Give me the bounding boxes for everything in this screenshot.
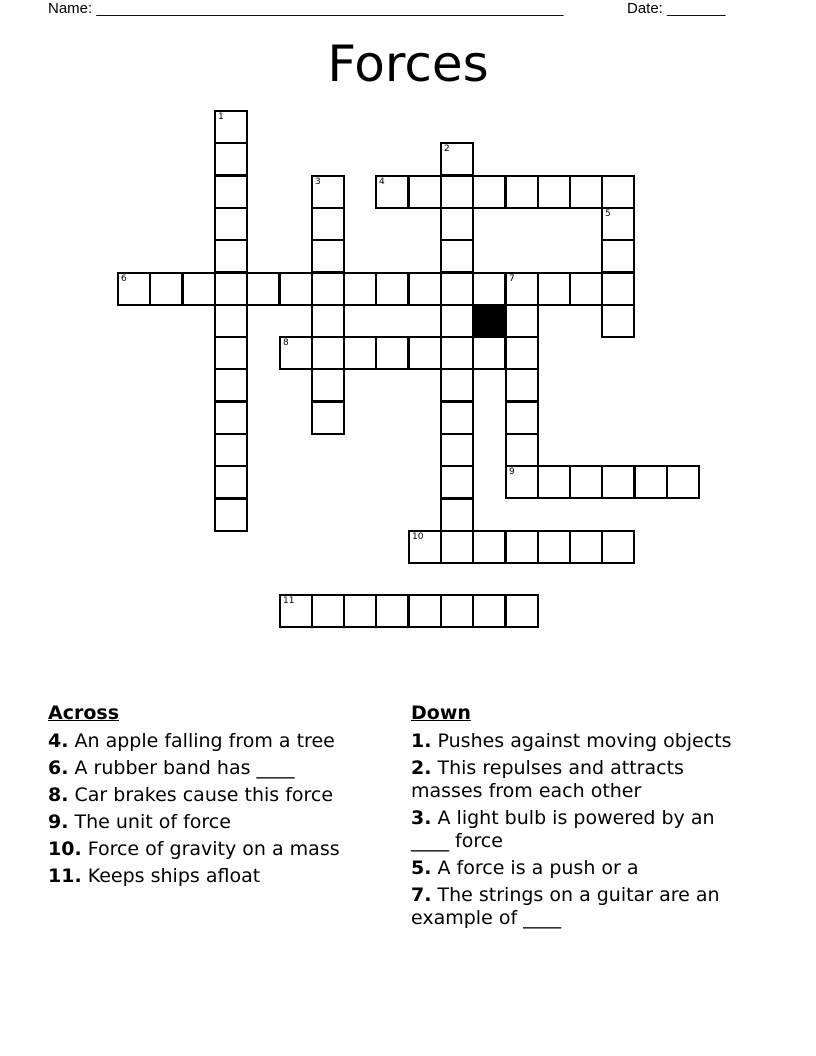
- grid-cell[interactable]: [440, 336, 474, 370]
- across-clue-list: [48, 730, 388, 888]
- clue-number-label: 4.: [48, 730, 69, 752]
- clue-number-label: 10.: [48, 838, 82, 860]
- grid-cell[interactable]: [472, 594, 506, 628]
- down-clue: [411, 757, 741, 803]
- across-clue: [48, 757, 388, 780]
- grid-cell[interactable]: [343, 594, 377, 628]
- grid-cell[interactable]: [311, 368, 345, 402]
- grid-cell[interactable]: [505, 304, 539, 338]
- down-clue: [411, 857, 741, 880]
- clue-number-label: 3.: [411, 807, 432, 829]
- clue-number: 7: [509, 274, 515, 284]
- clue-number-label: 5.: [411, 857, 432, 879]
- across-clue: [48, 730, 388, 753]
- grid-cell[interactable]: [440, 368, 474, 402]
- grid-cell[interactable]: [214, 336, 248, 370]
- crossword-grid: [117, 110, 699, 628]
- clue-number-label: 1.: [411, 730, 432, 752]
- clue-number-label: 7.: [411, 884, 432, 906]
- grid-cell[interactable]: [408, 272, 442, 306]
- grid-cell[interactable]: [440, 433, 474, 467]
- across-heading: Across: [48, 702, 120, 724]
- clue-text: Pushes against moving objects: [437, 730, 732, 752]
- grid-cell[interactable]: [408, 594, 442, 628]
- across-clue: [48, 784, 388, 807]
- grid-cell[interactable]: [311, 239, 345, 273]
- grid-cell[interactable]: [408, 336, 442, 370]
- down-heading: Down: [411, 702, 471, 724]
- grid-cell[interactable]: [537, 272, 571, 306]
- clue-number: 6: [121, 274, 127, 284]
- grid-cell[interactable]: [440, 530, 474, 564]
- grid-cell[interactable]: [311, 175, 345, 209]
- grid-cell[interactable]: [569, 465, 603, 499]
- grid-cell[interactable]: [634, 465, 668, 499]
- grid-cell[interactable]: [505, 465, 539, 499]
- down-clue: [411, 807, 741, 853]
- clue-number: 8: [283, 338, 289, 348]
- grid-cell[interactable]: [214, 498, 248, 532]
- grid-cell[interactable]: [666, 465, 700, 499]
- clue-number-label: 11.: [48, 865, 82, 887]
- across-clue: [48, 811, 388, 834]
- name-field[interactable]: Name: ________________________________________________________: [48, 0, 564, 17]
- clue-text: An apple falling from a tree: [74, 730, 335, 752]
- grid-cell[interactable]: [311, 336, 345, 370]
- clue-number-label: 8.: [48, 784, 69, 806]
- grid-cell[interactable]: [601, 239, 635, 273]
- clue-number: 11: [283, 596, 295, 606]
- clue-number-label: 9.: [48, 811, 69, 833]
- grid-cell[interactable]: [375, 336, 409, 370]
- grid-cell[interactable]: [214, 465, 248, 499]
- down-clues: [411, 702, 741, 934]
- grid-cell[interactable]: [472, 336, 506, 370]
- clue-number: 1: [218, 112, 224, 122]
- grid-cell[interactable]: [214, 401, 248, 435]
- grid-cell[interactable]: [505, 401, 539, 435]
- clue-text: A light bulb is powered by an ____ force: [411, 807, 715, 852]
- clue-number: 10: [412, 532, 424, 542]
- grid-cell[interactable]: [440, 594, 474, 628]
- grid-cell[interactable]: [343, 336, 377, 370]
- grid-cell[interactable]: [472, 272, 506, 306]
- clue-number: 5: [605, 209, 611, 219]
- grid-cell[interactable]: [569, 175, 603, 209]
- page-title: Forces: [327, 35, 489, 93]
- grid-cell[interactable]: [505, 272, 539, 306]
- grid-cell[interactable]: [601, 465, 635, 499]
- grid-cell[interactable]: [279, 594, 313, 628]
- grid-cell[interactable]: [601, 207, 635, 241]
- grid-cell[interactable]: [505, 175, 539, 209]
- grid-cell[interactable]: [343, 272, 377, 306]
- grid-cell[interactable]: [117, 272, 151, 306]
- grid-cell[interactable]: [408, 175, 442, 209]
- grid-cell[interactable]: [408, 530, 442, 564]
- clue-text: A rubber band has ____: [74, 757, 295, 779]
- grid-cell[interactable]: [375, 594, 409, 628]
- grid-cell[interactable]: [601, 272, 635, 306]
- clue-text: A force is a push or a: [437, 857, 639, 879]
- grid-cell[interactable]: [537, 530, 571, 564]
- grid-cell[interactable]: [505, 594, 539, 628]
- grid-cell[interactable]: [214, 207, 248, 241]
- grid-cell[interactable]: [214, 368, 248, 402]
- grid-cell[interactable]: [440, 304, 474, 338]
- clue-number: 9: [509, 467, 515, 477]
- grid-cell[interactable]: [246, 272, 280, 306]
- grid-cell[interactable]: [537, 465, 571, 499]
- grid-cell[interactable]: [311, 207, 345, 241]
- clue-number-label: 6.: [48, 757, 69, 779]
- black-cell: [472, 304, 506, 338]
- grid-cell[interactable]: [440, 207, 474, 241]
- grid-cell[interactable]: [472, 530, 506, 564]
- grid-cell[interactable]: [537, 175, 571, 209]
- clue-number: 4: [379, 177, 385, 187]
- clue-number: 3: [315, 177, 321, 187]
- down-clue: [411, 730, 741, 753]
- clue-text: Car brakes cause this force: [74, 784, 334, 806]
- grid-cell[interactable]: [214, 142, 248, 176]
- grid-cell[interactable]: [214, 239, 248, 273]
- clue-text: Keeps ships afloat: [87, 865, 261, 887]
- grid-cell[interactable]: [279, 336, 313, 370]
- clue-text: The strings on a guitar are an example of ____: [411, 884, 720, 929]
- grid-cell[interactable]: [505, 433, 539, 467]
- grid-cell[interactable]: [214, 110, 248, 144]
- grid-cell[interactable]: [440, 175, 474, 209]
- grid-cell[interactable]: [440, 401, 474, 435]
- grid-cell[interactable]: [279, 272, 313, 306]
- across-clue: [48, 838, 388, 861]
- grid-cell[interactable]: [440, 465, 474, 499]
- grid-cell[interactable]: [214, 272, 248, 306]
- grid-cell[interactable]: [214, 304, 248, 338]
- grid-cell[interactable]: [569, 272, 603, 306]
- grid-cell[interactable]: [440, 272, 474, 306]
- grid-cell[interactable]: [214, 175, 248, 209]
- grid-cell[interactable]: [505, 336, 539, 370]
- grid-cell[interactable]: [505, 530, 539, 564]
- grid-cell[interactable]: [601, 530, 635, 564]
- grid-cell[interactable]: [601, 304, 635, 338]
- grid-cell[interactable]: [569, 530, 603, 564]
- grid-cell[interactable]: [440, 498, 474, 532]
- clue-number-label: 2.: [411, 757, 432, 779]
- clue-text: The unit of force: [74, 811, 231, 833]
- grid-cell[interactable]: [505, 368, 539, 402]
- grid-cell[interactable]: [375, 272, 409, 306]
- grid-cell[interactable]: [375, 175, 409, 209]
- grid-cell[interactable]: [601, 175, 635, 209]
- grid-cell[interactable]: [311, 594, 345, 628]
- across-clues: [48, 702, 388, 892]
- grid-cell[interactable]: [311, 304, 345, 338]
- grid-cell[interactable]: [149, 272, 183, 306]
- grid-cell[interactable]: [214, 433, 248, 467]
- down-clue: [411, 884, 741, 930]
- date-field[interactable]: Date: _______: [627, 0, 726, 17]
- clue-text: Force of gravity on a mass: [87, 838, 340, 860]
- clue-number: 2: [444, 144, 450, 154]
- grid-cell[interactable]: [472, 175, 506, 209]
- down-clue-list: [411, 730, 741, 930]
- across-clue: [48, 865, 388, 888]
- grid-cell[interactable]: [311, 272, 345, 306]
- grid-cell[interactable]: [182, 272, 216, 306]
- clue-text: This repulses and attracts masses from each other: [411, 757, 684, 802]
- grid-cell[interactable]: [440, 239, 474, 273]
- grid-cell[interactable]: [311, 401, 345, 435]
- grid-cell[interactable]: [440, 142, 474, 176]
